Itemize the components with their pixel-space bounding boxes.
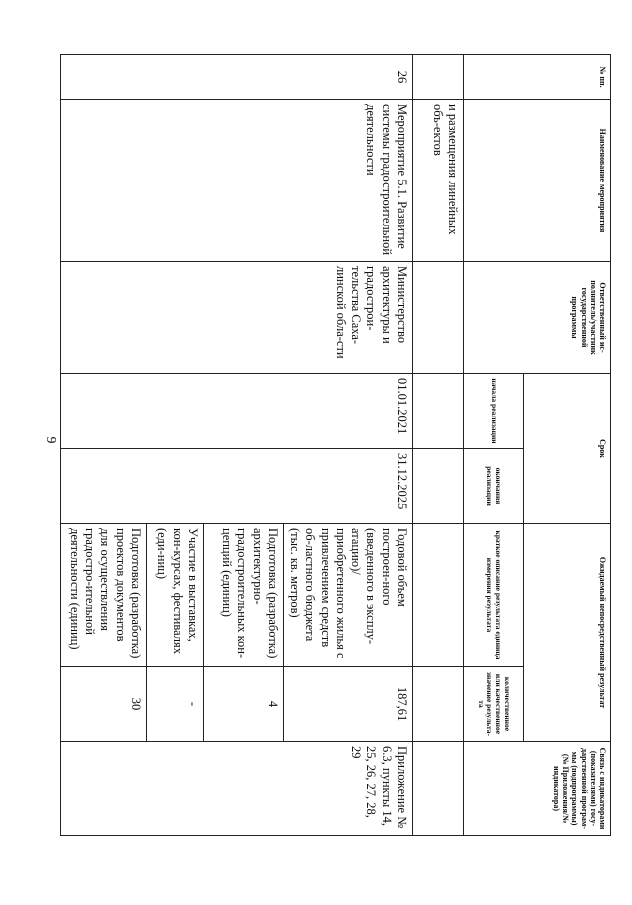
row1-name: Мероприятие 5.1. Развитие системы градостроительной деятельности	[61, 100, 413, 262]
table-area	[68, 54, 611, 835]
header-link: Связь с индикаторами (показателями) госу-дарственной програм-мы (подпрограммы) (№ Приложения/№ индикатора)	[464, 742, 611, 836]
empty-cell	[413, 524, 464, 667]
header-term-end: окончания реализации	[464, 449, 524, 524]
empty-cell	[413, 262, 464, 374]
result-desc: Годовой объем построен-ного (введенного в эксплу-атацию)/ приобретенного жилья с привлечением средств об-ластного бюджета (тыс. кв. метров)	[284, 524, 413, 667]
program-measures-table	[60, 54, 611, 836]
empty-cell	[413, 374, 464, 449]
result-desc: Подготовка (разработка) проектов документов для осуществления градостро-ительной деятельности (единиц)	[61, 524, 147, 667]
table-row	[413, 55, 464, 836]
empty-cell	[413, 667, 464, 742]
header-num: № пп.	[464, 55, 611, 100]
row0-num	[413, 55, 464, 100]
page-number: 9	[43, 436, 58, 444]
header-term: Срок	[524, 374, 611, 524]
result-value: 187,61	[284, 667, 413, 742]
result-desc: Подготовка (разработка) архитектурно-градостроительных кон-цепций (единиц)	[204, 524, 284, 667]
result-desc: Участие в выставках, кон-курсах, фестивалях (еди-ниц)	[147, 524, 204, 667]
row1-link: Приложение № 6.3, пункты 14, 25, 26, 27, 28, 29	[61, 742, 413, 836]
row1-responsible: Министерство архитектуры и градострои-тельства Саха-линской обла-сти	[61, 262, 413, 374]
header-name: Наименование мероприятия	[464, 100, 611, 262]
header-term-start: начала реализации	[464, 374, 524, 449]
row1-end: 31.12.2025	[61, 449, 413, 524]
header-result-desc: краткое описание результата единица измерения результата	[464, 524, 524, 667]
header-result: Ожидаемый непосредственный результат	[524, 524, 611, 742]
rotated-table-wrapper	[68, 54, 611, 835]
result-value: 30	[61, 667, 147, 742]
row1-start: 01.01.2021	[61, 374, 413, 449]
result-value: -	[147, 667, 204, 742]
result-value: 4	[204, 667, 284, 742]
empty-cell	[413, 742, 464, 836]
table-row	[284, 55, 413, 836]
header-responsible: Ответственный ис-полнитель/участник государственной программы	[464, 262, 611, 374]
header-row	[524, 55, 611, 836]
row1-num: 26	[61, 55, 413, 100]
header-result-value: количественное или качественное значение результа-та	[464, 667, 524, 742]
empty-cell	[413, 449, 464, 524]
row0-name: и размещения линейных объ-ектов	[413, 100, 464, 262]
